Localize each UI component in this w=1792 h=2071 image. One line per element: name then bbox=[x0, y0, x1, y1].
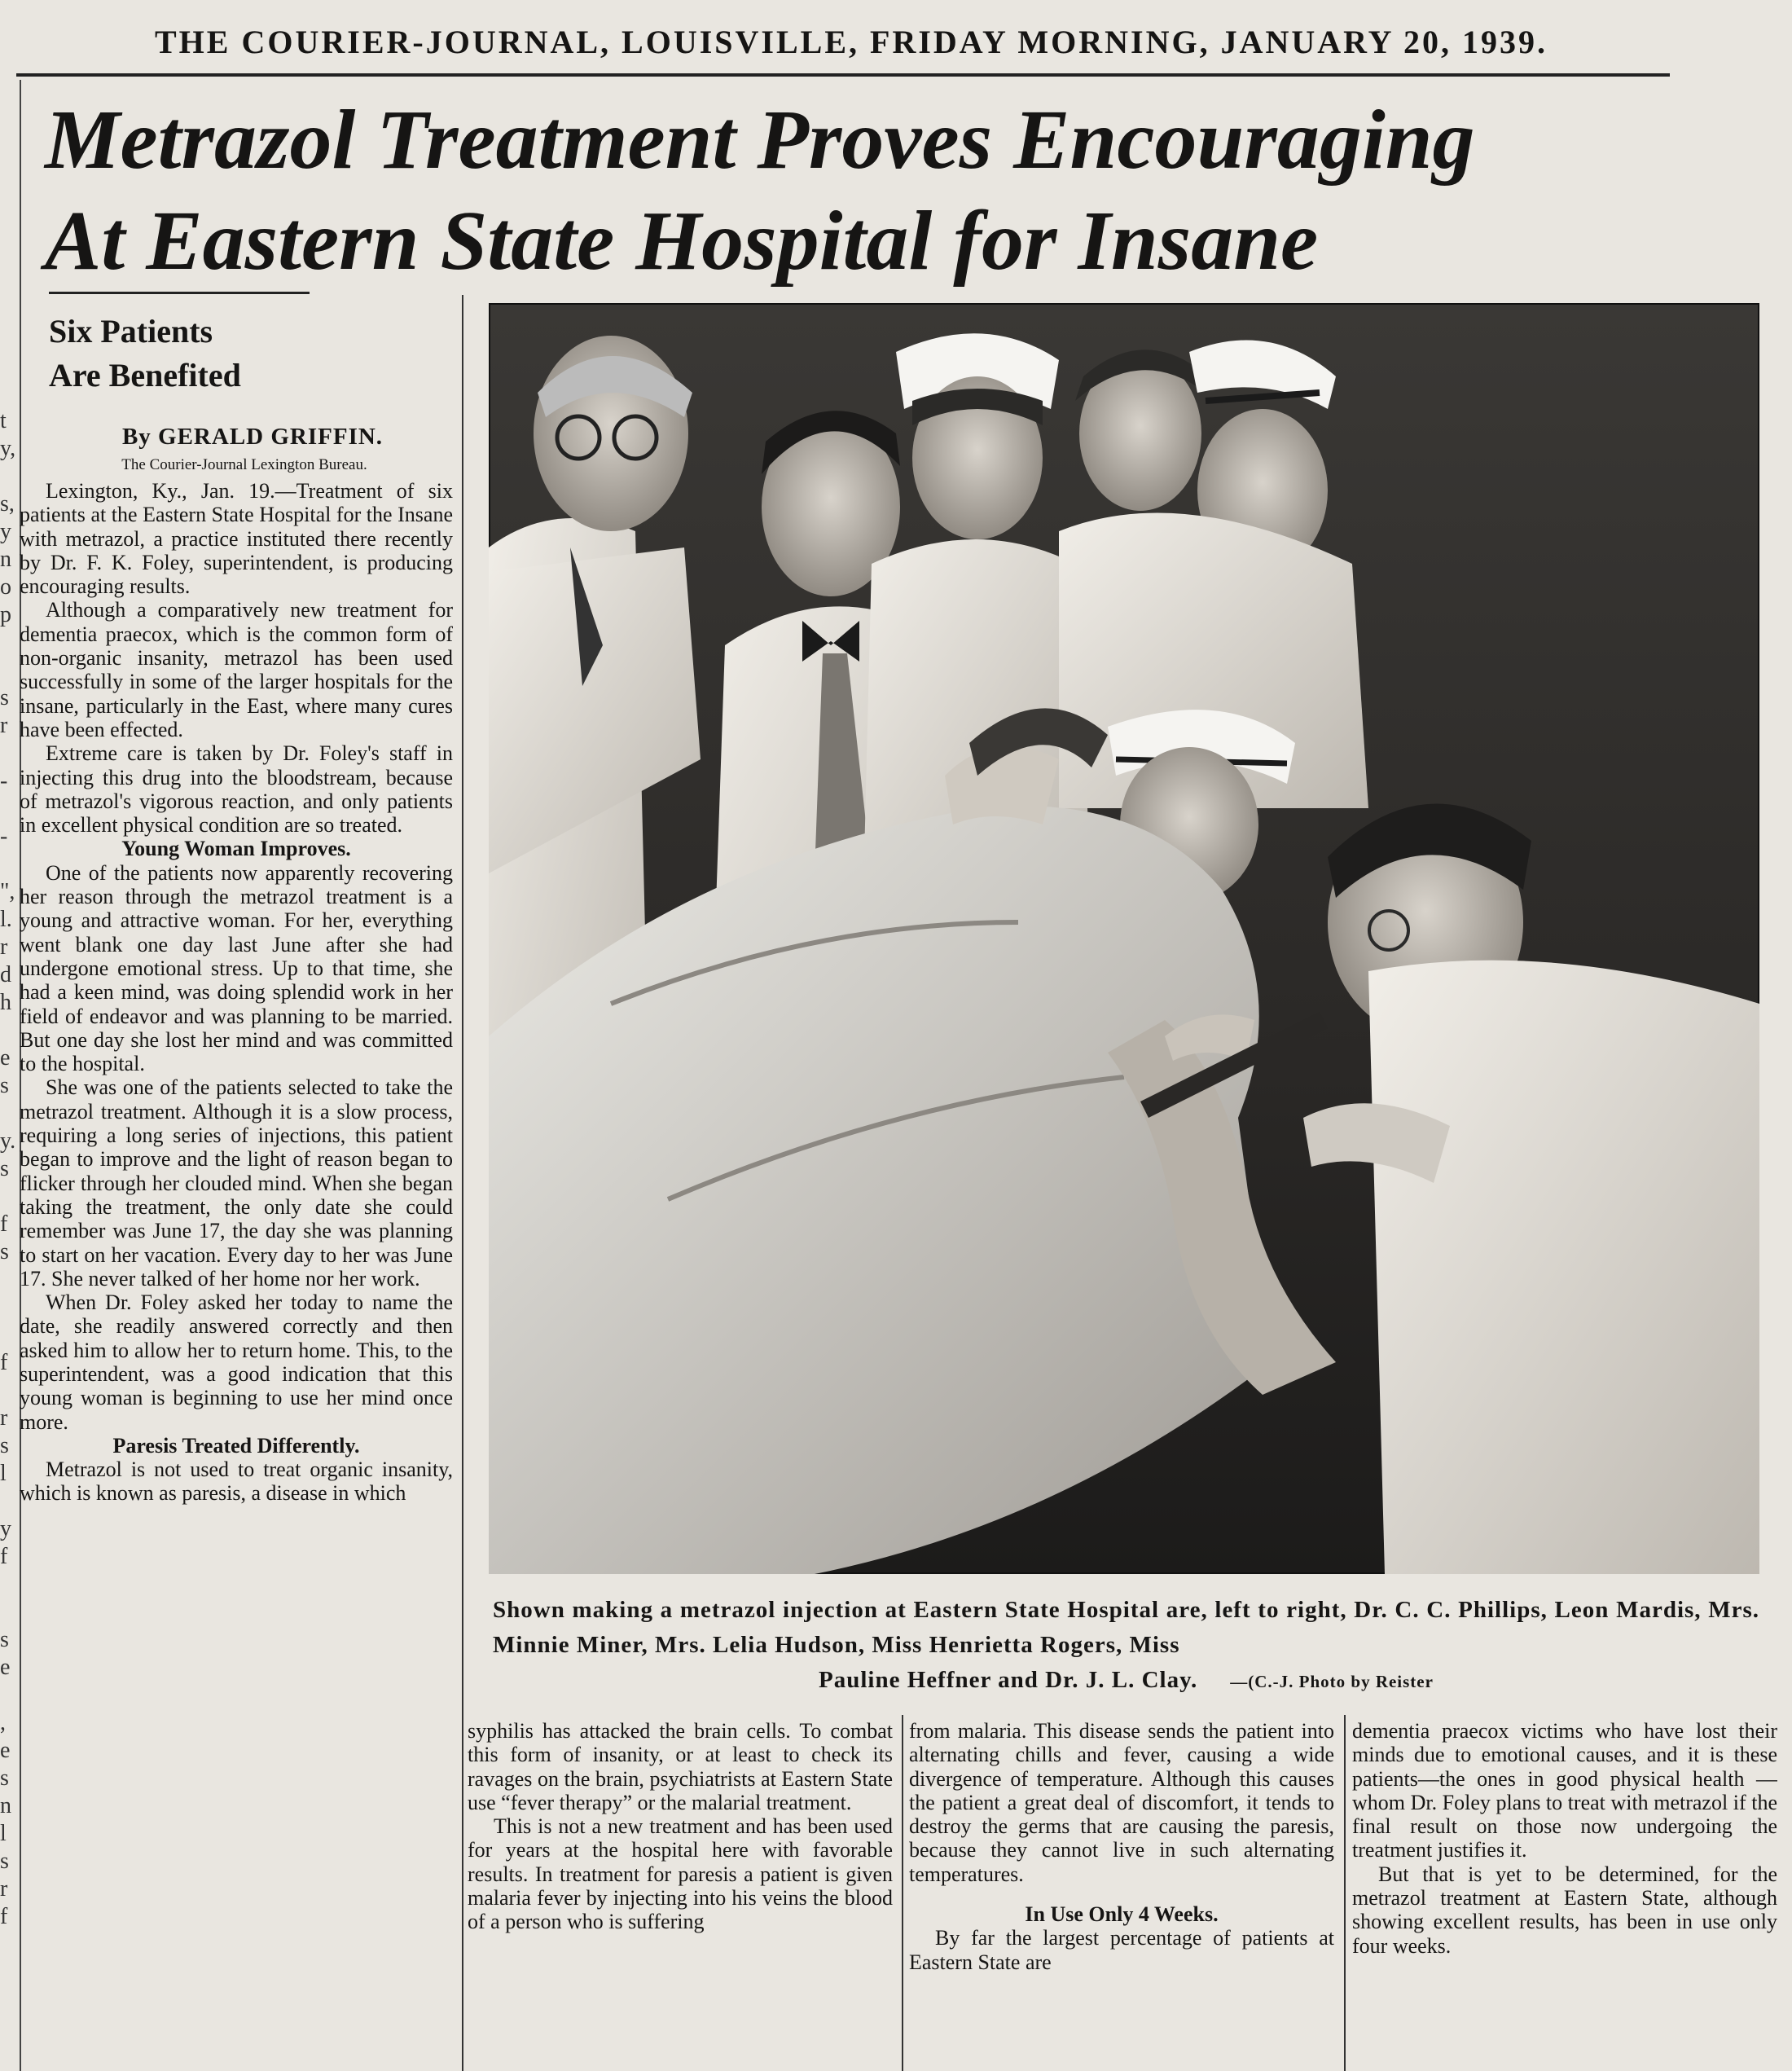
edge-fragment: p bbox=[0, 602, 11, 627]
paragraph: She was one of the patients selected to take the metrazol treatment. Although it is a slow process, requiring a long series of injections, this patient began to improve and the light of reason began to flicker through her clouded mind. When she began taking the treatment, the only date she could remember was June 17, the day she was planning to start on her vacation. Every day to her was June 17. She never talked of her home nor her work. bbox=[20, 1075, 453, 1291]
photo-credit: —(C.-J. Photo by Reister bbox=[1230, 1672, 1434, 1691]
subhead-paresis: Paresis Treated Differently. bbox=[112, 1433, 360, 1458]
news-photo bbox=[489, 303, 1759, 1574]
edge-fragment bbox=[0, 795, 18, 823]
edge-fragment: o bbox=[0, 574, 11, 600]
paragraph: This is not a new treatment and has been used for years at the hospital here with favorable results. In treatment for paresis a patient is given malaria fever by injecting into his veins the blood of a person who is suffering bbox=[468, 1814, 893, 1934]
edge-fragment bbox=[0, 1488, 18, 1515]
photo-illustration bbox=[489, 303, 1759, 1574]
paragraph: dementia praecox victims who have lost their minds due to emotional causes, and it is these patients—the ones in good physical health — whom Dr. Foley plans to treat with metrazol if the final result on those now undergoing the treatment justifies it. bbox=[1352, 1719, 1777, 1862]
edge-fragment: ", bbox=[0, 879, 15, 904]
byline: By GERALD GRIFFIN. bbox=[121, 424, 384, 450]
article-column-3 bbox=[909, 1719, 1334, 2071]
edge-fragment: , bbox=[0, 1710, 6, 1735]
edge-fragment: s bbox=[0, 1765, 9, 1791]
edge-fragment: s bbox=[0, 1627, 9, 1652]
edge-fragment: e bbox=[0, 1738, 11, 1763]
paragraph: Lexington, Ky., Jan. 19.—Treatment of six patients at the Eastern State Hospital for the Insane with metrazol, a practice instituted there recently by Dr. F. K. Foley, superintendent, is producing encouraging results. bbox=[20, 479, 453, 599]
caption-names-end: Pauline Heffner and Dr. J. L. Clay. bbox=[819, 1667, 1198, 1693]
article-column-4 bbox=[1352, 1719, 1777, 2071]
paragraph: from malaria. This disease sends the patient into alternating chills and fever, causing a wide divergence of temperature. Although this causes the patient a great deal of discomfort, it tends to destroy the germs that are causing the paresis, because they cannot live in such alternating temperatures. bbox=[909, 1719, 1334, 1886]
edge-fragment: s bbox=[0, 1156, 9, 1181]
edge-fragment: s, bbox=[0, 491, 15, 517]
edge-fragment: f bbox=[0, 1544, 8, 1569]
edge-fragment: l bbox=[0, 1821, 7, 1846]
headline bbox=[45, 90, 1715, 292]
column-rule-1 bbox=[462, 295, 463, 2071]
edge-fragment bbox=[0, 1321, 18, 1349]
deck-line-2: Are Benefited bbox=[49, 357, 241, 394]
edge-fragment bbox=[0, 1183, 18, 1211]
edge-fragment bbox=[0, 657, 18, 684]
edge-fragment: t bbox=[0, 408, 7, 433]
edge-fragment: e bbox=[0, 1045, 11, 1071]
edge-fragment: - bbox=[0, 824, 8, 849]
deck-line-1: Six Patients bbox=[49, 313, 213, 350]
paragraph: By far the largest percentage of patients at Eastern State are bbox=[909, 1926, 1334, 1974]
edge-fragment: s bbox=[0, 1239, 9, 1264]
paragraph: Although a comparatively new treatment for dementia praecox, which is the common form of non-organic insanity, metrazol has been used successfully in some of the larger hospitals for the insane, particularly in the East, where many cures have been effected. bbox=[20, 598, 453, 741]
adjacent-column-edge bbox=[0, 407, 18, 2069]
paragraph: syphilis has attacked the brain cells. To combat this form of insanity, or at least to check its ravages on the brain, psychiatrists at Eastern State use “fever therapy” or the malarial treatment. bbox=[468, 1719, 893, 1814]
edge-fragment bbox=[0, 1100, 18, 1128]
edge-fragment: n bbox=[0, 547, 11, 572]
subhead-young-woman: Young Woman Improves. bbox=[121, 837, 351, 861]
caption-last-line bbox=[493, 1663, 1759, 1699]
edge-fragment bbox=[0, 1598, 18, 1626]
edge-fragment bbox=[0, 463, 18, 490]
edge-fragment bbox=[0, 1017, 18, 1044]
masthead-rule bbox=[16, 73, 1670, 77]
edge-fragment: n bbox=[0, 1793, 11, 1818]
edge-fragment bbox=[0, 1266, 18, 1294]
edge-fragment: e bbox=[0, 1655, 11, 1680]
deck-rule bbox=[49, 292, 310, 294]
edge-fragment bbox=[0, 1571, 18, 1598]
edge-fragment: f bbox=[0, 1350, 8, 1375]
edge-fragment bbox=[0, 1682, 18, 1709]
edge-fragment: y bbox=[0, 519, 11, 544]
subhead-in-use: In Use Only 4 Weeks. bbox=[1025, 1902, 1219, 1927]
headline-line-1: Metrazol Treatment Proves Encouraging bbox=[45, 93, 1475, 187]
masthead: THE COURIER-JOURNAL, LOUISVILLE, FRIDAY MORNING, JANUARY 20, 1939. bbox=[155, 24, 1548, 60]
bureau-line: The Courier-Journal Lexington Bureau. bbox=[121, 456, 367, 473]
paragraph: Metrazol is not used to treat organic insanity, which is known as paresis, a disease in which bbox=[20, 1458, 453, 1506]
edge-fragment: l. bbox=[0, 907, 12, 932]
article-column-2 bbox=[468, 1719, 893, 2071]
paragraph: One of the patients now apparently recovering her reason through the metrazol treatment is a young and attractive woman. For her, everything went blank one day last June after she had undergone emotional stress. Up to that time, she had a keen mind, was doing splendid work in her field of endeavor and was planning to be married. But one day she lost her mind and was committed to the hospital. bbox=[20, 860, 453, 1076]
edge-fragment bbox=[0, 851, 18, 878]
edge-fragment: s bbox=[0, 1433, 9, 1458]
edge-fragment: r bbox=[0, 1876, 8, 1902]
edge-fragment: h bbox=[0, 990, 11, 1015]
edge-fragment: y bbox=[0, 1516, 11, 1541]
edge-fragment bbox=[0, 629, 18, 657]
edge-fragment: y. bbox=[0, 1128, 16, 1154]
edge-fragment: f bbox=[0, 1211, 8, 1237]
paragraph: Extreme care is taken by Dr. Foley's staff in injecting this drug into the bloodstream, because of metrazol's vigorous reaction, and only patients in excellent physical condition are so treated. bbox=[20, 741, 453, 838]
edge-fragment bbox=[0, 740, 18, 767]
edge-fragment: f bbox=[0, 1904, 8, 1929]
paragraph: But that is yet to be determined, for the metrazol treatment at Eastern State, although showing excellent results, has been in use only four weeks. bbox=[1352, 1862, 1777, 1958]
edge-fragment: r bbox=[0, 1405, 8, 1431]
edge-fragment: s bbox=[0, 685, 9, 710]
article-column-1 bbox=[20, 479, 453, 2071]
edge-fragment: l bbox=[0, 1461, 7, 1486]
headline-line-2: At Eastern State Hospital for Insane bbox=[45, 194, 1319, 288]
deck-headline bbox=[49, 310, 440, 398]
edge-fragment: r bbox=[0, 934, 8, 960]
edge-fragment: s bbox=[0, 1073, 9, 1098]
edge-fragment bbox=[0, 1377, 18, 1405]
column-rule-2 bbox=[902, 1715, 903, 2071]
edge-fragment: - bbox=[0, 768, 8, 794]
edge-fragment: s bbox=[0, 1849, 9, 1874]
edge-fragment: d bbox=[0, 962, 11, 987]
paragraph: When Dr. Foley asked her today to name the date, she readily answered correctly and then asked him to allow her to return home. This, to the superintendent, was a good indication that this young woman is beginning to use her mind once more. bbox=[20, 1291, 453, 1434]
caption-text: Shown making a metrazol injection at Eastern State Hospital are, left to right, Dr. C. C. Phillips, Leon Mardis, Mrs. Minnie Miner, Mrs. Lelia Hudson, Miss Henrietta Rogers, Miss bbox=[493, 1597, 1759, 1658]
edge-fragment: y, bbox=[0, 436, 16, 461]
photo-caption bbox=[493, 1593, 1759, 1699]
column-rule-3 bbox=[1344, 1715, 1346, 2071]
edge-fragment bbox=[0, 1294, 18, 1321]
edge-fragment: r bbox=[0, 713, 8, 738]
